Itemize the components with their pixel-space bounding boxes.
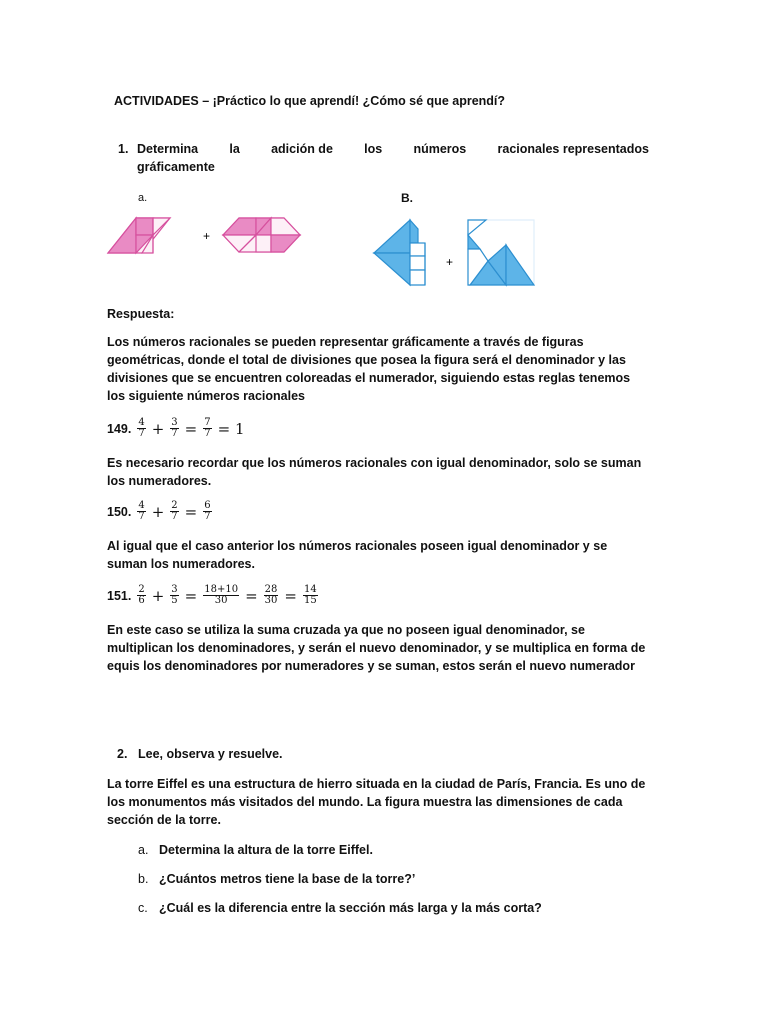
- fraction-denominator: 7: [138, 428, 145, 439]
- math-operator: =: [184, 502, 198, 521]
- item-c-letter: c.: [138, 901, 148, 915]
- question-2-text: Lee, observa y resuelve.: [138, 747, 283, 761]
- fraction: [203, 585, 239, 606]
- item-b-text: ¿Cuántos metros tiene la base de la torre?’: [159, 872, 416, 886]
- fraction-numerator: 18+10: [204, 584, 239, 595]
- item-a-letter: a.: [138, 843, 149, 857]
- fraction: [137, 585, 145, 606]
- figure-a-plus: +: [203, 229, 211, 243]
- figure-b-left-shape: [374, 220, 425, 285]
- fraction: [303, 585, 318, 606]
- question-2-number: 2.: [117, 747, 128, 761]
- fraction-denominator: 7: [171, 511, 178, 522]
- fraction: [170, 418, 178, 439]
- question-1-text: [137, 140, 649, 176]
- fraction-numerator: 2: [138, 584, 145, 595]
- math-operator: =: [184, 586, 198, 605]
- item-c-text: ¿Cuál es la diferencia entre la sección más larga y la más corta?: [159, 901, 542, 915]
- figure-b-label: B.: [401, 191, 413, 205]
- intro-paragraph: Los números racionales se pueden representar gráficamente a través de figuras geométricas, donde el total de divisiones que posea la figura será el denominador y las divisiones que se encuentren coloreadas el numerador, siguiendo estas reglas tenemos los siguiente números racionales: [107, 335, 631, 403]
- math-operator: +: [151, 419, 165, 438]
- math-operator: =: [284, 586, 297, 605]
- fraction-numerator: 4: [138, 417, 145, 428]
- question-1-number: 1.: [118, 142, 129, 156]
- equation-149-math: [135, 418, 248, 439]
- fraction: [137, 501, 145, 522]
- note-150: Al igual que el caso anterior los números racionales poseen igual denominador y se suman los numeradores.: [107, 539, 608, 571]
- equation-150-math: [135, 501, 213, 522]
- figure-b-plus: +: [446, 255, 454, 269]
- question-1-word: la: [229, 142, 240, 156]
- fraction-numerator: 2: [171, 500, 178, 511]
- fraction-denominator: 15: [303, 595, 317, 606]
- fraction: [203, 418, 211, 439]
- math-operator: =: [245, 586, 258, 605]
- fraction-numerator: 28: [264, 584, 278, 595]
- equation-151-math: [135, 585, 319, 606]
- equation-151-number: 151.: [107, 588, 132, 603]
- question-1-word: adición de: [271, 142, 333, 156]
- fraction: [170, 501, 178, 522]
- equation-150-number: 150.: [107, 504, 132, 519]
- question-1-word: números: [413, 142, 467, 156]
- fraction: [137, 418, 145, 439]
- activities-heading: ACTIVIDADES – ¡Práctico lo que aprendí! ¿Cómo sé que aprendí?: [114, 94, 506, 108]
- figure-b-shapes: [370, 215, 540, 290]
- equation-149-number: 149.: [107, 421, 132, 436]
- fraction-numerator: 3: [171, 417, 178, 428]
- equation-150: [107, 501, 214, 522]
- fraction-denominator: 7: [138, 511, 145, 522]
- math-operator: =: [184, 419, 198, 438]
- figure-b-right-shape: [468, 220, 534, 285]
- equation-151: [107, 585, 320, 606]
- figure-a-label: a.: [138, 192, 148, 204]
- math-operator: +: [151, 586, 165, 605]
- fraction-denominator: 6: [138, 595, 145, 606]
- question-1-word: racionales representados: [497, 142, 649, 156]
- fraction: [170, 585, 178, 606]
- figure-a-hexagon: [223, 218, 300, 252]
- fraction-denominator: 5: [171, 595, 178, 606]
- fraction-denominator: 7: [171, 428, 178, 439]
- note-151: En este caso se utiliza la suma cruzada ya que no poseen igual denominador, se multiplican los denominadores, y serán el nuevo denominador, y se multiplica en forma de equis los denominadores por numeradores y se suman, estos serán el nuevo numerador: [107, 623, 646, 673]
- fraction-denominator: 7: [204, 511, 211, 522]
- fraction-numerator: 3: [171, 584, 178, 595]
- question-1-line-2: gráficamente: [137, 160, 215, 174]
- math-operator: +: [151, 502, 165, 521]
- fraction-numerator: 14: [303, 584, 317, 595]
- answer-label: Respuesta:: [107, 307, 175, 321]
- math-operator: = 1: [217, 419, 245, 438]
- item-a-text: Determina la altura de la torre Eiffel.: [159, 843, 373, 857]
- question-1-word: Determina: [137, 142, 199, 156]
- fraction-numerator: 6: [204, 500, 211, 511]
- figure-a-parallelogram: [108, 218, 170, 253]
- eiffel-paragraph: La torre Eiffel es una estructura de hierro situada en la ciudad de París, Francia. Es uno de los monumentos más visitados del mundo. La figura muestra las dimensiones de cada sección de la torre.: [107, 777, 646, 827]
- item-b-letter: b.: [138, 872, 149, 886]
- fraction-numerator: 7: [204, 417, 211, 428]
- note-149: Es necesario recordar que los números racionales con igual denominador, solo se suman los numeradores.: [107, 456, 642, 488]
- fraction-denominator: 30: [264, 595, 278, 606]
- question-1-word: los: [364, 142, 383, 156]
- fraction: [264, 585, 279, 606]
- fraction-denominator: 30: [214, 595, 228, 606]
- equation-149: [107, 418, 249, 439]
- fraction: [203, 501, 211, 522]
- question-1-line-1: [137, 140, 649, 158]
- figure-a-shapes: [106, 215, 306, 257]
- fraction-denominator: 7: [204, 428, 211, 439]
- fraction-numerator: 4: [138, 500, 145, 511]
